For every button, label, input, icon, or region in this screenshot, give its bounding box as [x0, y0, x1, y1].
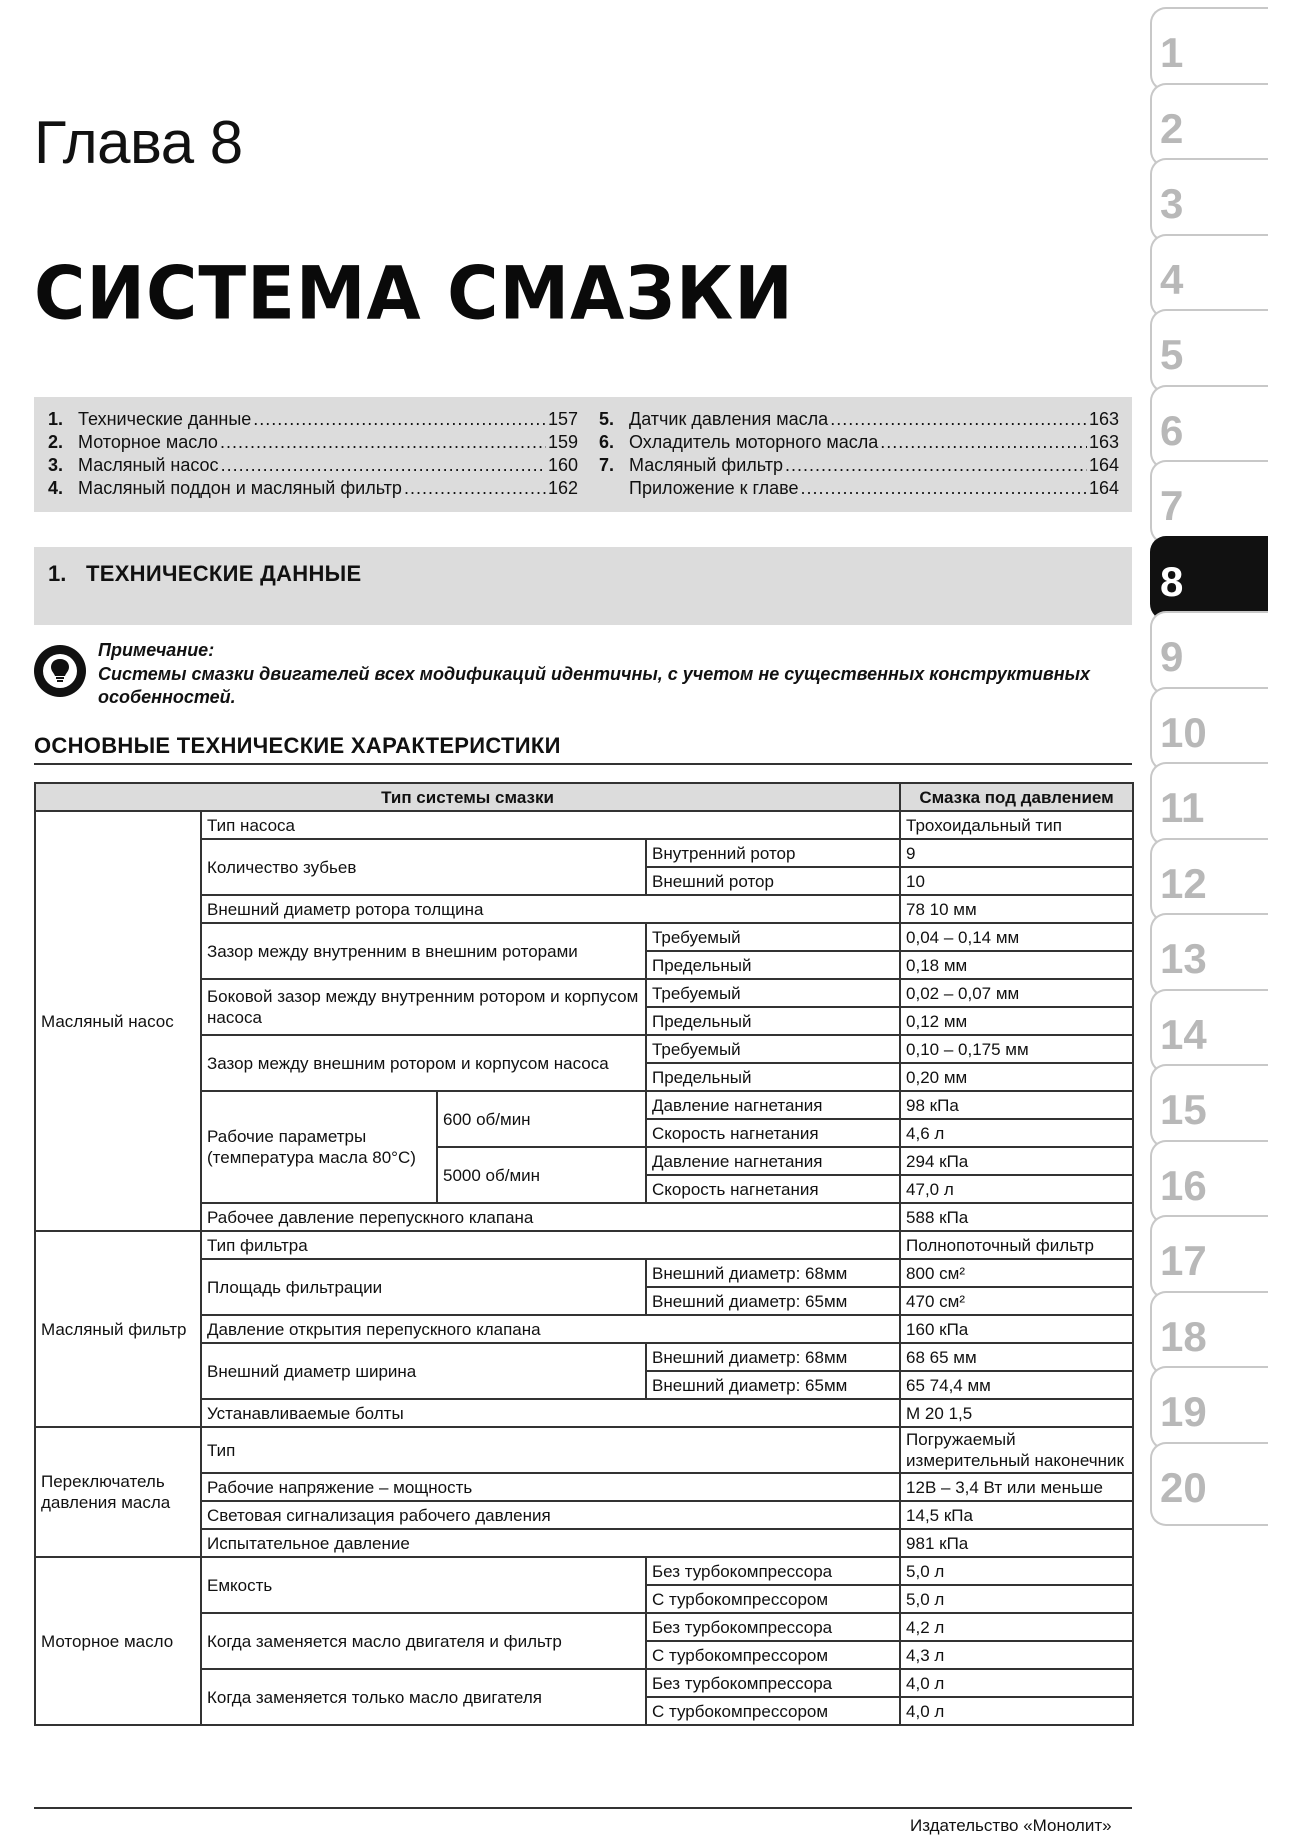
row-value: 14,5 кПа — [900, 1501, 1133, 1529]
sub-label: Требуемый — [646, 979, 900, 1007]
toc-item-page: 163 — [1088, 432, 1119, 452]
row-value: 800 см² — [900, 1259, 1133, 1287]
toc-leader-dots — [801, 478, 1087, 499]
row-value: 5,0 л — [900, 1585, 1133, 1613]
row-label: Рабочее давление перепускного клапана — [201, 1203, 900, 1231]
sub-label: Без турбокомпрессора — [646, 1557, 900, 1585]
sub-label: Требуемый — [646, 1035, 900, 1063]
row-value: 0,10 – 0,175 мм — [900, 1035, 1133, 1063]
sub-label: Внешний диаметр: 65мм — [646, 1287, 900, 1315]
chapter-tab-8[interactable]: 8 — [1150, 536, 1268, 620]
row-value: 4,0 л — [900, 1697, 1133, 1725]
row-label: Внешний диаметр ширина — [201, 1343, 646, 1399]
spec-table — [34, 782, 1134, 1726]
row-value: 4,3 л — [900, 1641, 1133, 1669]
chapter-tab-1[interactable]: 1 — [1150, 7, 1268, 91]
row-value: 160 кПа — [900, 1315, 1133, 1343]
header-pressure-lubrication: Смазка под давлением — [900, 783, 1133, 811]
row-value: Трохоидальный тип — [900, 811, 1133, 839]
toc-item-page: 159 — [547, 432, 578, 452]
row-value: 78 10 мм — [900, 895, 1133, 923]
row-value: 588 кПа — [900, 1203, 1133, 1231]
table-row — [35, 1427, 1133, 1473]
toc-leader-dots — [253, 409, 546, 430]
sub-label: Скорость нагнетания — [646, 1175, 900, 1203]
toc-leader-dots — [221, 455, 546, 476]
row-value: 65 74,4 мм — [900, 1371, 1133, 1399]
row-value: Погружаемый измерительный наконечник — [900, 1427, 1133, 1473]
row-value: 5,0 л — [900, 1557, 1133, 1585]
row-label: Тип — [201, 1427, 900, 1473]
row-label: Когда заменяется масло двигателя и фильтр — [201, 1613, 646, 1669]
toc-item[interactable] — [48, 455, 578, 478]
chapter-tab-2[interactable]: 2 — [1150, 83, 1268, 167]
sub-label: Скорость нагнетания — [646, 1119, 900, 1147]
group-oil-filter: Масляный фильтр — [35, 1231, 201, 1427]
sub-label: Внешний ротор — [646, 867, 900, 895]
row-label: Емкость — [201, 1557, 646, 1613]
toc-item-title: Масляный поддон и масляный фильтр — [78, 478, 402, 498]
toc-item-number: 6. — [599, 432, 615, 452]
row-label: Световая сигнализация рабочего давления — [201, 1501, 900, 1529]
sub-label: Предельный — [646, 1063, 900, 1091]
row-value: 0,12 мм — [900, 1007, 1133, 1035]
chapter-tab-10[interactable]: 10 — [1150, 687, 1268, 771]
note-text: Системы смазки двигателей всех модификаций идентичны, с учетом не существенных конструктивных особенностей. — [98, 664, 1091, 707]
row-value: Полнопоточный фильтр — [900, 1231, 1133, 1259]
toc-leader-dots — [404, 478, 546, 499]
group-oil-pump: Масляный насос — [35, 811, 201, 1231]
row-value: 0,02 – 0,07 мм — [900, 979, 1133, 1007]
toc-leader-dots — [785, 455, 1087, 476]
chapter-tab-11[interactable]: 11 — [1150, 762, 1268, 846]
chapter-tab-17[interactable]: 17 — [1150, 1215, 1268, 1299]
row-label: Внешний диаметр ротора толщина — [201, 895, 900, 923]
row-value: 68 65 мм — [900, 1343, 1133, 1371]
sub-label: Давление нагнетания — [646, 1091, 900, 1119]
row-value: 981 кПа — [900, 1529, 1133, 1557]
toc-item-number: 3. — [48, 455, 64, 475]
sub-label: Давление нагнетания — [646, 1147, 900, 1175]
rpm-label: 600 об/мин — [437, 1091, 646, 1147]
row-label: Рабочие параметры (температура масла 80°С) — [201, 1091, 437, 1203]
sub-label: Предельный — [646, 1007, 900, 1035]
toc-item-title: Технические данные — [78, 409, 252, 429]
chapter-tab-5[interactable]: 5 — [1150, 309, 1268, 393]
chapter-tab-9[interactable]: 9 — [1150, 611, 1268, 695]
row-value: 0,18 мм — [900, 951, 1133, 979]
row-label: Давление открытия перепускного клапана — [201, 1315, 900, 1343]
row-label: Количество зубьев — [201, 839, 646, 895]
toc-item-page: 164 — [1088, 455, 1119, 475]
sub-label: Внешний диаметр: 65мм — [646, 1371, 900, 1399]
sub-label: Внешний диаметр: 68мм — [646, 1259, 900, 1287]
toc-item-number: 2. — [48, 432, 64, 452]
chapter-tabs — [1150, 0, 1300, 1839]
sub-label: С турбокомпрессором — [646, 1697, 900, 1725]
publisher: Издательство «Монолит» — [910, 1816, 1112, 1835]
chapter-tab-12[interactable]: 12 — [1150, 838, 1268, 922]
row-label: Тип насоса — [201, 811, 900, 839]
note-label: Примечание: — [98, 640, 215, 660]
toc-item-page: 162 — [547, 478, 578, 498]
chapter-tab-16[interactable]: 16 — [1150, 1140, 1268, 1224]
toc-item-title: Приложение к главе — [629, 478, 799, 498]
row-value: 4,0 л — [900, 1669, 1133, 1697]
sub-label: С турбокомпрессором — [646, 1585, 900, 1613]
chapter-tab-19[interactable]: 19 — [1150, 1366, 1268, 1450]
chapter-tab-20[interactable]: 20 — [1150, 1442, 1268, 1526]
sub-label: Без турбокомпрессора — [646, 1669, 900, 1697]
toc-right-column — [599, 409, 1119, 501]
row-label: Боковой зазор между внутренним ротором и корпусом насоса — [201, 979, 646, 1035]
toc-item-title: Охладитель моторного масла — [629, 432, 879, 452]
toc-item[interactable] — [48, 478, 578, 501]
toc-item[interactable] — [599, 432, 1119, 455]
sub-label: Внутренний ротор — [646, 839, 900, 867]
toc-leader-dots — [830, 409, 1087, 430]
sub-label: С турбокомпрессором — [646, 1641, 900, 1669]
sub-label: Предельный — [646, 951, 900, 979]
row-value: 12В – 3,4 Вт или меньше — [900, 1473, 1133, 1501]
toc-item[interactable] — [599, 409, 1119, 432]
row-value: 0,04 – 0,14 мм — [900, 923, 1133, 951]
spec-heading: ОСНОВНЫЕ ТЕХНИЧЕСКИЕ ХАРАКТЕРИСТИКИ — [34, 733, 561, 758]
row-value: 98 кПа — [900, 1091, 1133, 1119]
row-label: Зазор между внутренним в внешним роторами — [201, 923, 646, 979]
section-number: 1. — [48, 561, 67, 586]
sub-label: Требуемый — [646, 923, 900, 951]
sub-label: Без турбокомпрессора — [646, 1613, 900, 1641]
row-label: Тип фильтра — [201, 1231, 900, 1259]
toc-item-page: 163 — [1088, 409, 1119, 429]
toc-item-number: 7. — [599, 455, 615, 475]
toc-item[interactable] — [599, 455, 1119, 478]
toc-item-page: 164 — [1088, 478, 1119, 498]
toc-leader-dots — [220, 432, 546, 453]
toc-item-number: 1. — [48, 409, 64, 429]
group-engine-oil: Моторное масло — [35, 1557, 201, 1725]
row-value: 47,0 л — [900, 1175, 1133, 1203]
row-label: Рабочие напряжение – мощность — [201, 1473, 900, 1501]
row-value: 0,20 мм — [900, 1063, 1133, 1091]
section-header — [34, 547, 1132, 625]
table-header-row — [35, 783, 1133, 811]
toc-item-page: 160 — [547, 455, 578, 475]
chapter-label: Глава 8 — [34, 109, 243, 176]
row-label: Зазор между внешним ротором и корпусом насоса — [201, 1035, 646, 1091]
row-value: 4,2 л — [900, 1613, 1133, 1641]
lightbulb-icon — [34, 645, 86, 697]
section-title: ТЕХНИЧЕСКИЕ ДАННЫЕ — [86, 561, 362, 586]
chapter-tab-18[interactable]: 18 — [1150, 1291, 1268, 1375]
toc-item[interactable] — [48, 409, 578, 432]
chapter-tab-4[interactable]: 4 — [1150, 234, 1268, 318]
toc-item-title: Датчик давления масла — [629, 409, 829, 429]
toc-item-number: 4. — [48, 478, 64, 498]
row-label: Когда заменяется только масло двигателя — [201, 1669, 646, 1725]
divider — [34, 763, 1132, 765]
chapter-tab-7[interactable]: 7 — [1150, 460, 1268, 544]
row-value: 294 кПа — [900, 1147, 1133, 1175]
row-value: 4,6 л — [900, 1119, 1133, 1147]
rpm-label: 5000 об/мин — [437, 1147, 646, 1203]
chapter-title: СИСТЕМА СМАЗКИ — [34, 250, 794, 337]
toc-item-number: 5. — [599, 409, 615, 429]
toc-item-title: Масляный насос — [78, 455, 219, 475]
chapter-tab-3[interactable]: 3 — [1150, 158, 1268, 242]
toc-item[interactable] — [48, 432, 578, 455]
toc-item-title: Моторное масло — [78, 432, 218, 452]
table-row — [35, 1231, 1133, 1259]
row-label: Устанавливаемые болты — [201, 1399, 900, 1427]
header-system-type: Тип системы смазки — [35, 783, 900, 811]
row-label: Испытательное давление — [201, 1529, 900, 1557]
toc-item-page: 157 — [547, 409, 578, 429]
toc-left-column — [48, 409, 578, 501]
group-pressure-switch: Переключатель давления масла — [35, 1427, 201, 1557]
table-row — [35, 811, 1133, 839]
row-value: 470 см² — [900, 1287, 1133, 1315]
row-value: 10 — [900, 867, 1133, 895]
sub-label: Внешний диаметр: 68мм — [646, 1343, 900, 1371]
chapter-tab-14[interactable]: 14 — [1150, 989, 1268, 1073]
chapter-tab-15[interactable]: 15 — [1150, 1064, 1268, 1148]
table-row — [35, 1557, 1133, 1585]
chapter-tab-13[interactable]: 13 — [1150, 913, 1268, 997]
toc-item[interactable] — [599, 478, 1119, 501]
toc-item-title: Масляный фильтр — [629, 455, 783, 475]
row-value: M 20 1,5 — [900, 1399, 1133, 1427]
footer-divider — [34, 1807, 1132, 1809]
table-of-contents — [34, 397, 1132, 512]
chapter-tab-6[interactable]: 6 — [1150, 385, 1268, 469]
toc-leader-dots — [880, 432, 1087, 453]
row-value: 9 — [900, 839, 1133, 867]
row-label: Площадь фильтрации — [201, 1259, 646, 1315]
